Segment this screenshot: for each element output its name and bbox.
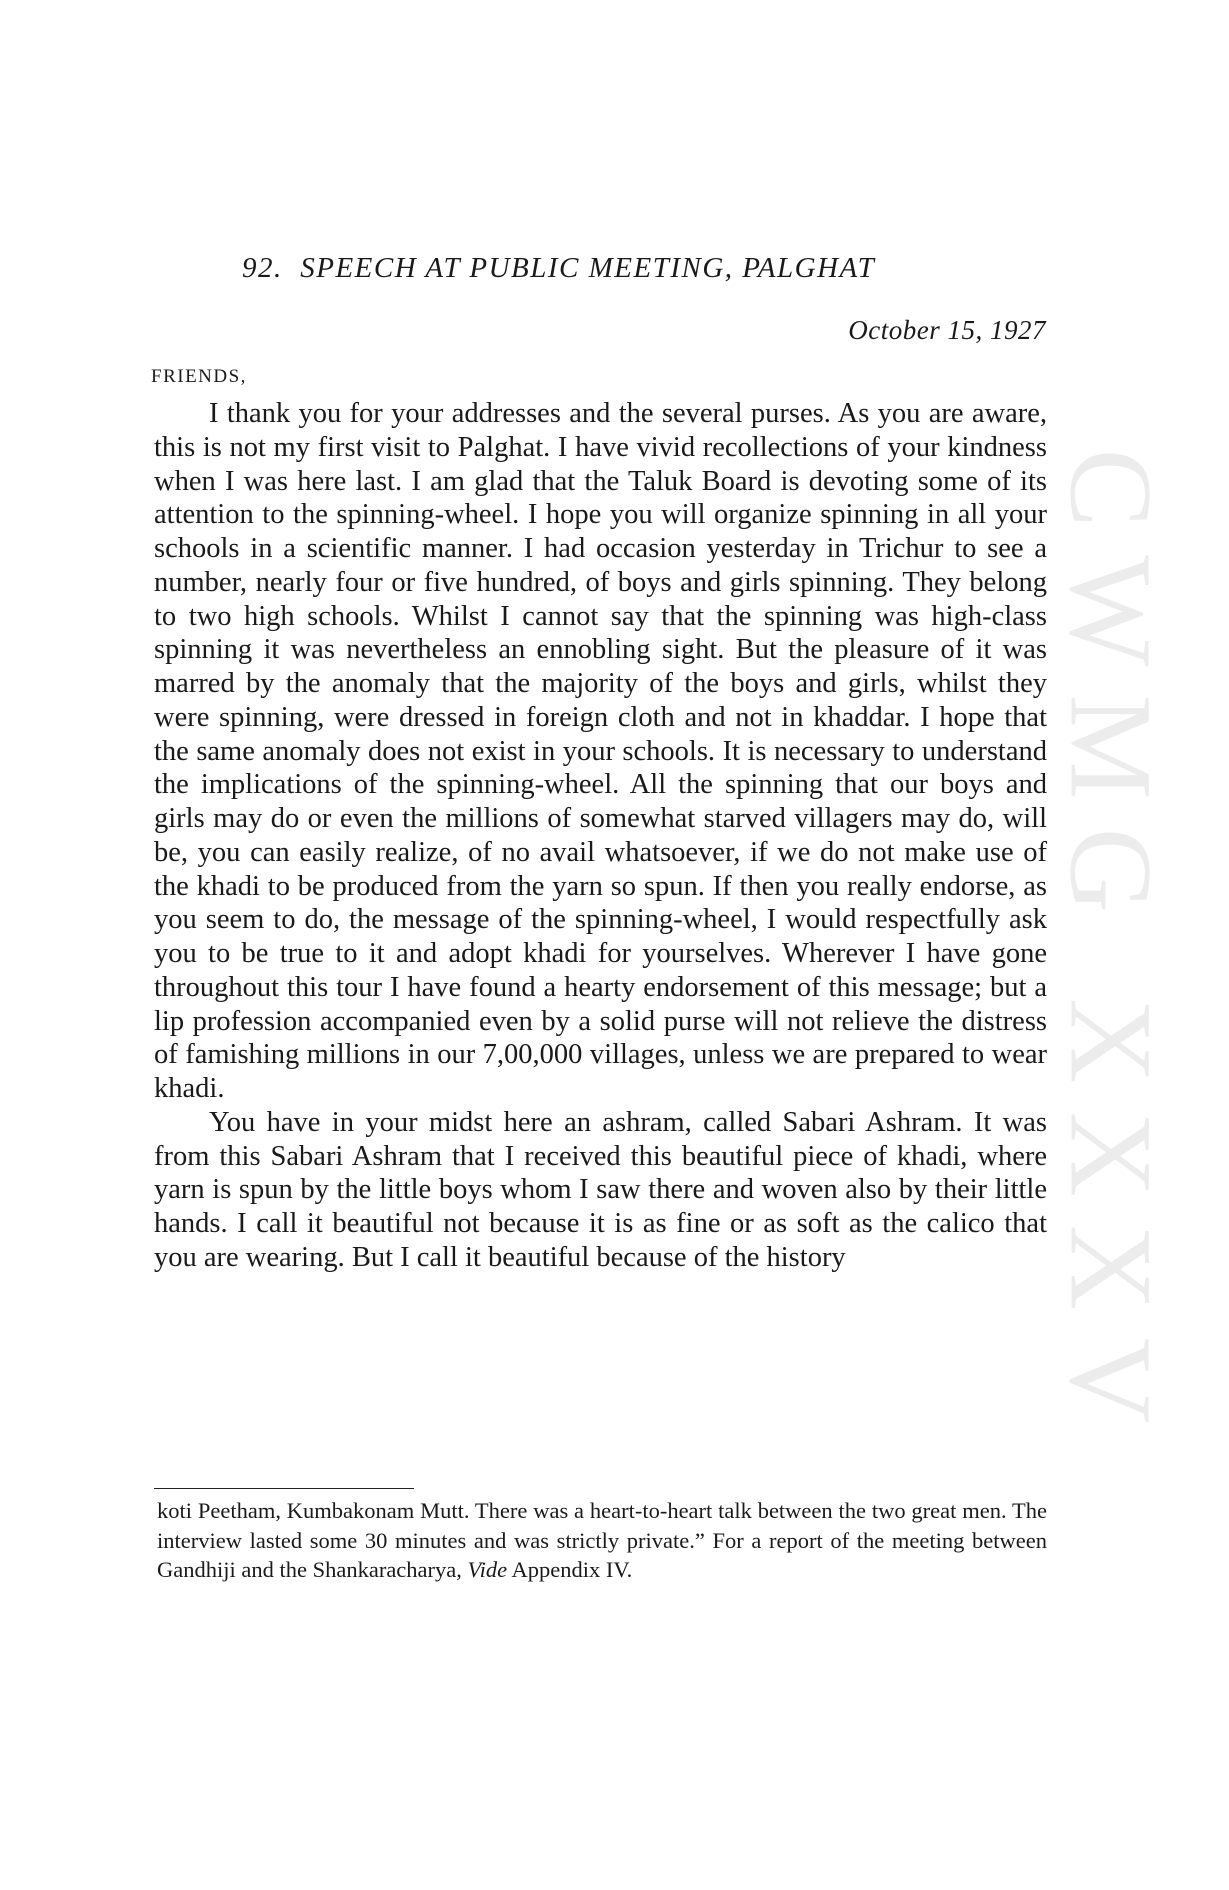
speech-date: October 15, 1927 (848, 315, 1046, 345)
footnote-appendix: Appendix IV. (511, 1557, 633, 1582)
paragraph-1: I thank you for your addresses and the several purses. As you are aware, this is not my first visit to Palghat. I have vivid recollections of your kindness when I was here last. I am glad that the Taluk Board is devoting some of its attention to the spinning-wheel. I hope you will organize spinning in all your schools in a scientific manner. I had occasion yesterday in Trichur to see a number, nearly four or five hundred, of boys and girls spinning. They belong to two high schools. Whilst I cannot say that the spinning was high-class spinning it was nevertheless an ennobling sight. But the pleasure of it was marred by the anomaly that the majority of the boys and girls, whilst they were spinning, were dressed in foreign cloth and not in khaddar. I hope that the same anomaly does not exist in your schools. It is necessary to understand the implications of the spinning-wheel. All the spinning that our boys and girls may do or even the millions of somewhat starved villagers may do, will be, you can easily realize, of no avail whatsoever, if we do not make use of the khadi to be produced from the yarn so spun. If then you really endorse, as you seem to do, the message of the spinning-wheel, I would respectfully ask you to be true to it and adopt khadi for yourselves. Wherever I have gone throughout this tour I have found a hearty endorsement of this message; but a lip profession accompanied even by a solid purse will not relieve the distress of famishing millions in our 7,00,000 villages, unless we are prepared to wear khadi. (154, 398, 1047, 1104)
article-title-text: SPEECH AT PUBLIC MEETING, PALGHAT (300, 252, 876, 284)
footnote-divider (154, 1488, 414, 1489)
article-title (242, 252, 875, 285)
article-number: 92. (242, 252, 283, 284)
watermark-text: CWMG XXXV (1045, 448, 1176, 1452)
watermark (1040, 440, 1180, 1460)
speech-body (154, 397, 1047, 1275)
salutation: FRIENDS, (151, 366, 247, 387)
footnote (157, 1496, 1047, 1585)
footnote-text: koti Peetham, Kumbakonam Mutt. There was a heart-to-heart talk between the two great men. The interview lasted some 30 minutes and was strictly private.” For a report of the meeting between Gandhiji and the Shankaracharya, (157, 1498, 1047, 1582)
paragraph-2: You have in your midst here an ashram, called Sabari Ashram. It was from this Sabari Ashram that I received this beautiful piece of khadi, where yarn is spun by the little boys whom I saw there and woven also by their little hands. I call it beautiful not because it is as fine or as soft as the calico that you are wearing. But I call it beautiful because of the history (154, 1106, 1047, 1273)
footnote-vide: Vide (467, 1557, 508, 1582)
